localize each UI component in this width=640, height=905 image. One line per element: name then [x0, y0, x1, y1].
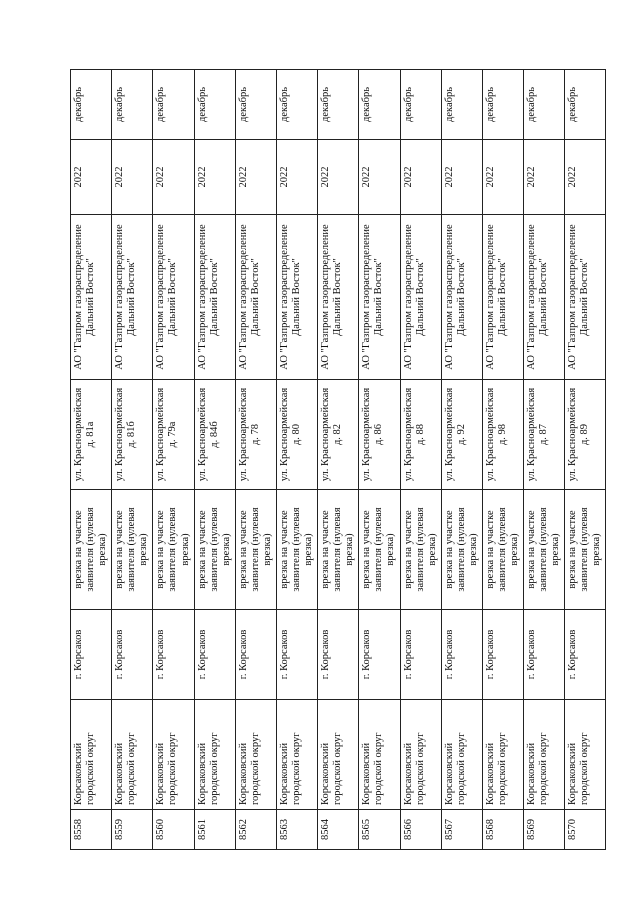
district-cell: Корсаковский городской округ [482, 700, 523, 810]
row-number: 8560 [153, 810, 194, 850]
table-row [524, 70, 565, 850]
address-cell: ул. Красноармейская д. 84б [194, 380, 235, 490]
table-row [71, 70, 112, 850]
rotated-table-wrapper [70, 70, 603, 850]
table-row [400, 70, 441, 850]
address-cell: ул. Красноармейская д. 80 [276, 380, 317, 490]
work-type-cell: врезка на участке заявителя (нулевая врезка) [359, 490, 400, 610]
work-type-cell: врезка на участке заявителя (нулевая врезка) [400, 490, 441, 610]
table-row [318, 70, 359, 850]
year-cell: 2022 [441, 140, 482, 215]
month-cell: декабрь [441, 70, 482, 140]
address-cell: ул. Красноармейская д. 81б [112, 380, 153, 490]
row-number: 8567 [441, 810, 482, 850]
organization-cell: АО "Газпром газораспределение Дальний Восток" [112, 215, 153, 380]
town-cell: г. Корсаков [153, 610, 194, 700]
month-cell: декабрь [71, 70, 112, 140]
year-cell: 2022 [71, 140, 112, 215]
month-cell: декабрь [112, 70, 153, 140]
year-cell: 2022 [318, 140, 359, 215]
work-type-cell: врезка на участке заявителя (нулевая врезка) [112, 490, 153, 610]
table-body [71, 70, 606, 850]
year-cell: 2022 [112, 140, 153, 215]
work-type-cell: врезка на участке заявителя (нулевая врезка) [194, 490, 235, 610]
town-cell: г. Корсаков [235, 610, 276, 700]
town-cell: г. Корсаков [565, 610, 606, 700]
address-cell: ул. Красноармейская д. 86 [359, 380, 400, 490]
address-cell: ул. Красноармейская д. 89 [565, 380, 606, 490]
table-row [153, 70, 194, 850]
address-cell: ул. Красноармейская д. 78 [235, 380, 276, 490]
town-cell: г. Корсаков [194, 610, 235, 700]
table-row [235, 70, 276, 850]
address-cell: ул. Красноармейская д. 92 [441, 380, 482, 490]
month-cell: декабрь [524, 70, 565, 140]
organization-cell: АО "Газпром газораспределение Дальний Восток" [71, 215, 112, 380]
month-cell: декабрь [565, 70, 606, 140]
address-cell: ул. Красноармейская д. 88 [400, 380, 441, 490]
year-cell: 2022 [276, 140, 317, 215]
row-number: 8569 [524, 810, 565, 850]
year-cell: 2022 [153, 140, 194, 215]
town-cell: г. Корсаков [524, 610, 565, 700]
organization-cell: АО "Газпром газораспределение Дальний Восток" [400, 215, 441, 380]
work-type-cell: врезка на участке заявителя (нулевая врезка) [524, 490, 565, 610]
work-type-cell: врезка на участке заявителя (нулевая врезка) [441, 490, 482, 610]
address-cell: ул. Красноармейская д. 79а [153, 380, 194, 490]
town-cell: г. Корсаков [482, 610, 523, 700]
district-cell: Корсаковский городской округ [112, 700, 153, 810]
row-number: 8559 [112, 810, 153, 850]
town-cell: г. Корсаков [112, 610, 153, 700]
row-number: 8562 [235, 810, 276, 850]
organization-cell: АО "Газпром газораспределение Дальний Восток" [318, 215, 359, 380]
row-number: 8558 [71, 810, 112, 850]
district-cell: Корсаковский городской округ [441, 700, 482, 810]
work-type-cell: врезка на участке заявителя (нулевая врезка) [71, 490, 112, 610]
year-cell: 2022 [400, 140, 441, 215]
address-cell: ул. Красноармейская д. 81а [71, 380, 112, 490]
month-cell: декабрь [235, 70, 276, 140]
row-number: 8564 [318, 810, 359, 850]
town-cell: г. Корсаков [318, 610, 359, 700]
organization-cell: АО "Газпром газораспределение Дальний Восток" [441, 215, 482, 380]
year-cell: 2022 [565, 140, 606, 215]
work-type-cell: врезка на участке заявителя (нулевая врезка) [565, 490, 606, 610]
address-cell: ул. Красноармейская д. 87 [524, 380, 565, 490]
row-number: 8566 [400, 810, 441, 850]
year-cell: 2022 [482, 140, 523, 215]
row-number: 8568 [482, 810, 523, 850]
month-cell: декабрь [359, 70, 400, 140]
month-cell: декабрь [153, 70, 194, 140]
year-cell: 2022 [235, 140, 276, 215]
district-cell: Корсаковский городской округ [71, 700, 112, 810]
town-cell: г. Корсаков [400, 610, 441, 700]
organization-cell: АО "Газпром газораспределение Дальний Восток" [524, 215, 565, 380]
year-cell: 2022 [194, 140, 235, 215]
district-cell: Корсаковский городской округ [524, 700, 565, 810]
row-number: 8570 [565, 810, 606, 850]
row-number: 8565 [359, 810, 400, 850]
organization-cell: АО "Газпром газораспределение Дальний Восток" [482, 215, 523, 380]
district-cell: Корсаковский городской округ [276, 700, 317, 810]
month-cell: декабрь [194, 70, 235, 140]
district-cell: Корсаковский городской округ [359, 700, 400, 810]
table-row [112, 70, 153, 850]
district-cell: Корсаковский городской округ [194, 700, 235, 810]
district-cell: Корсаковский городской округ [235, 700, 276, 810]
district-cell: Корсаковский городской округ [153, 700, 194, 810]
organization-cell: АО "Газпром газораспределение Дальний Восток" [235, 215, 276, 380]
month-cell: декабрь [482, 70, 523, 140]
work-type-cell: врезка на участке заявителя (нулевая врезка) [153, 490, 194, 610]
organization-cell: АО "Газпром газораспределение Дальний Восток" [359, 215, 400, 380]
district-cell: Корсаковский городской округ [400, 700, 441, 810]
town-cell: г. Корсаков [276, 610, 317, 700]
work-type-cell: врезка на участке заявителя (нулевая врезка) [318, 490, 359, 610]
year-cell: 2022 [359, 140, 400, 215]
table-row [482, 70, 523, 850]
table-row [441, 70, 482, 850]
address-cell: ул. Красноармейская д. 82 [318, 380, 359, 490]
organization-cell: АО "Газпром газораспределение Дальний Восток" [565, 215, 606, 380]
row-number: 8561 [194, 810, 235, 850]
row-number: 8563 [276, 810, 317, 850]
month-cell: декабрь [400, 70, 441, 140]
year-cell: 2022 [524, 140, 565, 215]
work-type-cell: врезка на участке заявителя (нулевая врезка) [235, 490, 276, 610]
gas-connection-register-table [70, 69, 606, 850]
town-cell: г. Корсаков [441, 610, 482, 700]
district-cell: Корсаковский городской округ [318, 700, 359, 810]
town-cell: г. Корсаков [71, 610, 112, 700]
work-type-cell: врезка на участке заявителя (нулевая врезка) [482, 490, 523, 610]
work-type-cell: врезка на участке заявителя (нулевая врезка) [276, 490, 317, 610]
month-cell: декабрь [318, 70, 359, 140]
month-cell: декабрь [276, 70, 317, 140]
table-row [194, 70, 235, 850]
organization-cell: АО "Газпром газораспределение Дальний Восток" [153, 215, 194, 380]
organization-cell: АО "Газпром газораспределение Дальний Восток" [194, 215, 235, 380]
district-cell: Корсаковский городской округ [565, 700, 606, 810]
town-cell: г. Корсаков [359, 610, 400, 700]
table-row [276, 70, 317, 850]
table-row [359, 70, 400, 850]
address-cell: ул. Красноармейская д. 98 [482, 380, 523, 490]
organization-cell: АО "Газпром газораспределение Дальний Восток" [276, 215, 317, 380]
table-row [565, 70, 606, 850]
